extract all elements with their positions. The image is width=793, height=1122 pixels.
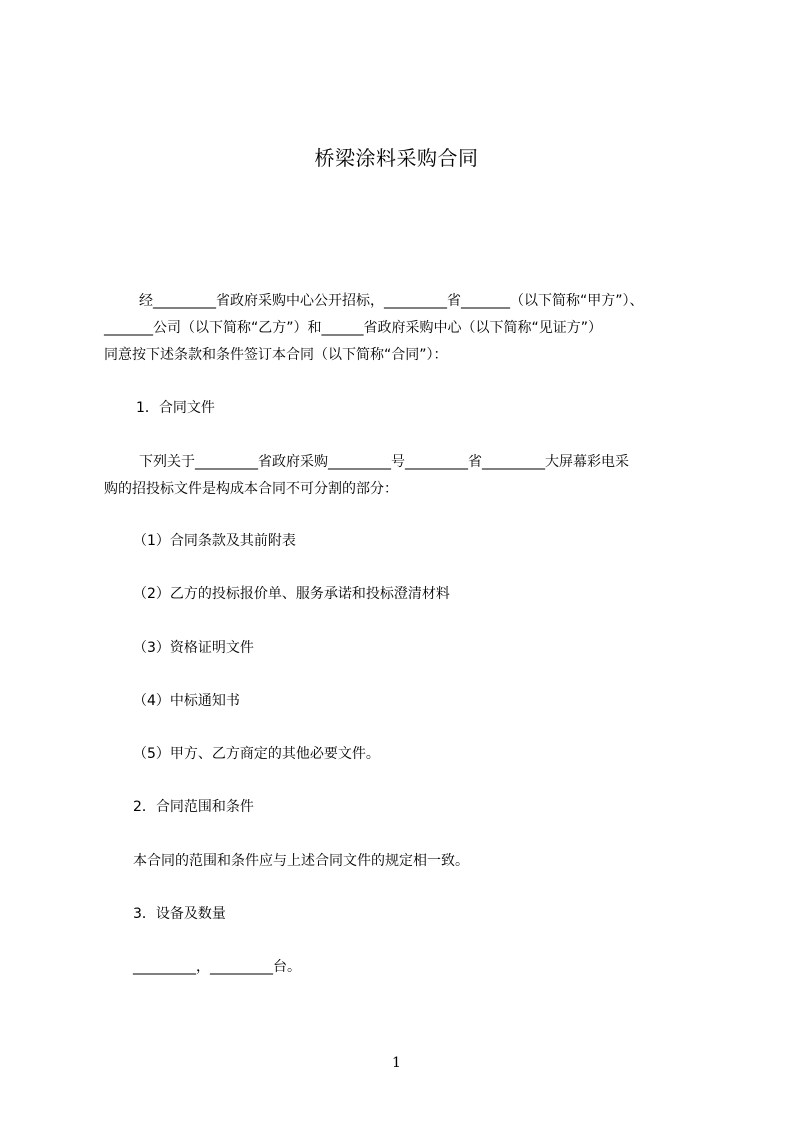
- section-1-body-line-1: 下列关于_________省政府采购_________号_________省_________大屏幕彩电采: [139, 454, 629, 470]
- list-item-5: （5）甲方、乙方商定的其他必要文件。: [133, 746, 380, 762]
- section-1-body-line-2: 购的招投标文件是构成本合同不可分割的部分：: [104, 481, 398, 497]
- section-2-body: 本合同的范围和条件应与上述合同文件的规定相一致。: [133, 853, 469, 869]
- section-3-heading: 3．设备及数量: [133, 906, 226, 922]
- document-title: 桥梁涂料采购合同: [314, 146, 479, 170]
- section-1-heading: 1．合同文件: [136, 400, 215, 416]
- section-3-body: _________，_________台。: [133, 959, 301, 975]
- list-item-4: （4）中标通知书: [133, 693, 240, 709]
- list-item-2: （2）乙方的投标报价单、服务承诺和投标澄清材料: [133, 586, 450, 602]
- page-number: 1: [392, 1055, 401, 1071]
- intro-line-2: _______公司（以下简称“乙方”）和______省政府采购中心（以下简称“见证方”）: [104, 320, 603, 336]
- intro-line-1: 经_________省政府采购中心公开招标，_________省_______（以下简称“甲方”）、: [139, 293, 644, 309]
- list-item-1: （1）合同条款及其前附表: [133, 533, 296, 549]
- intro-line-3: 同意按下述条款和条件签订本合同（以下简称“合同”）：: [104, 347, 448, 363]
- list-item-3: （3）资格证明文件: [133, 640, 254, 656]
- section-2-heading: 2．合同范围和条件: [133, 799, 254, 815]
